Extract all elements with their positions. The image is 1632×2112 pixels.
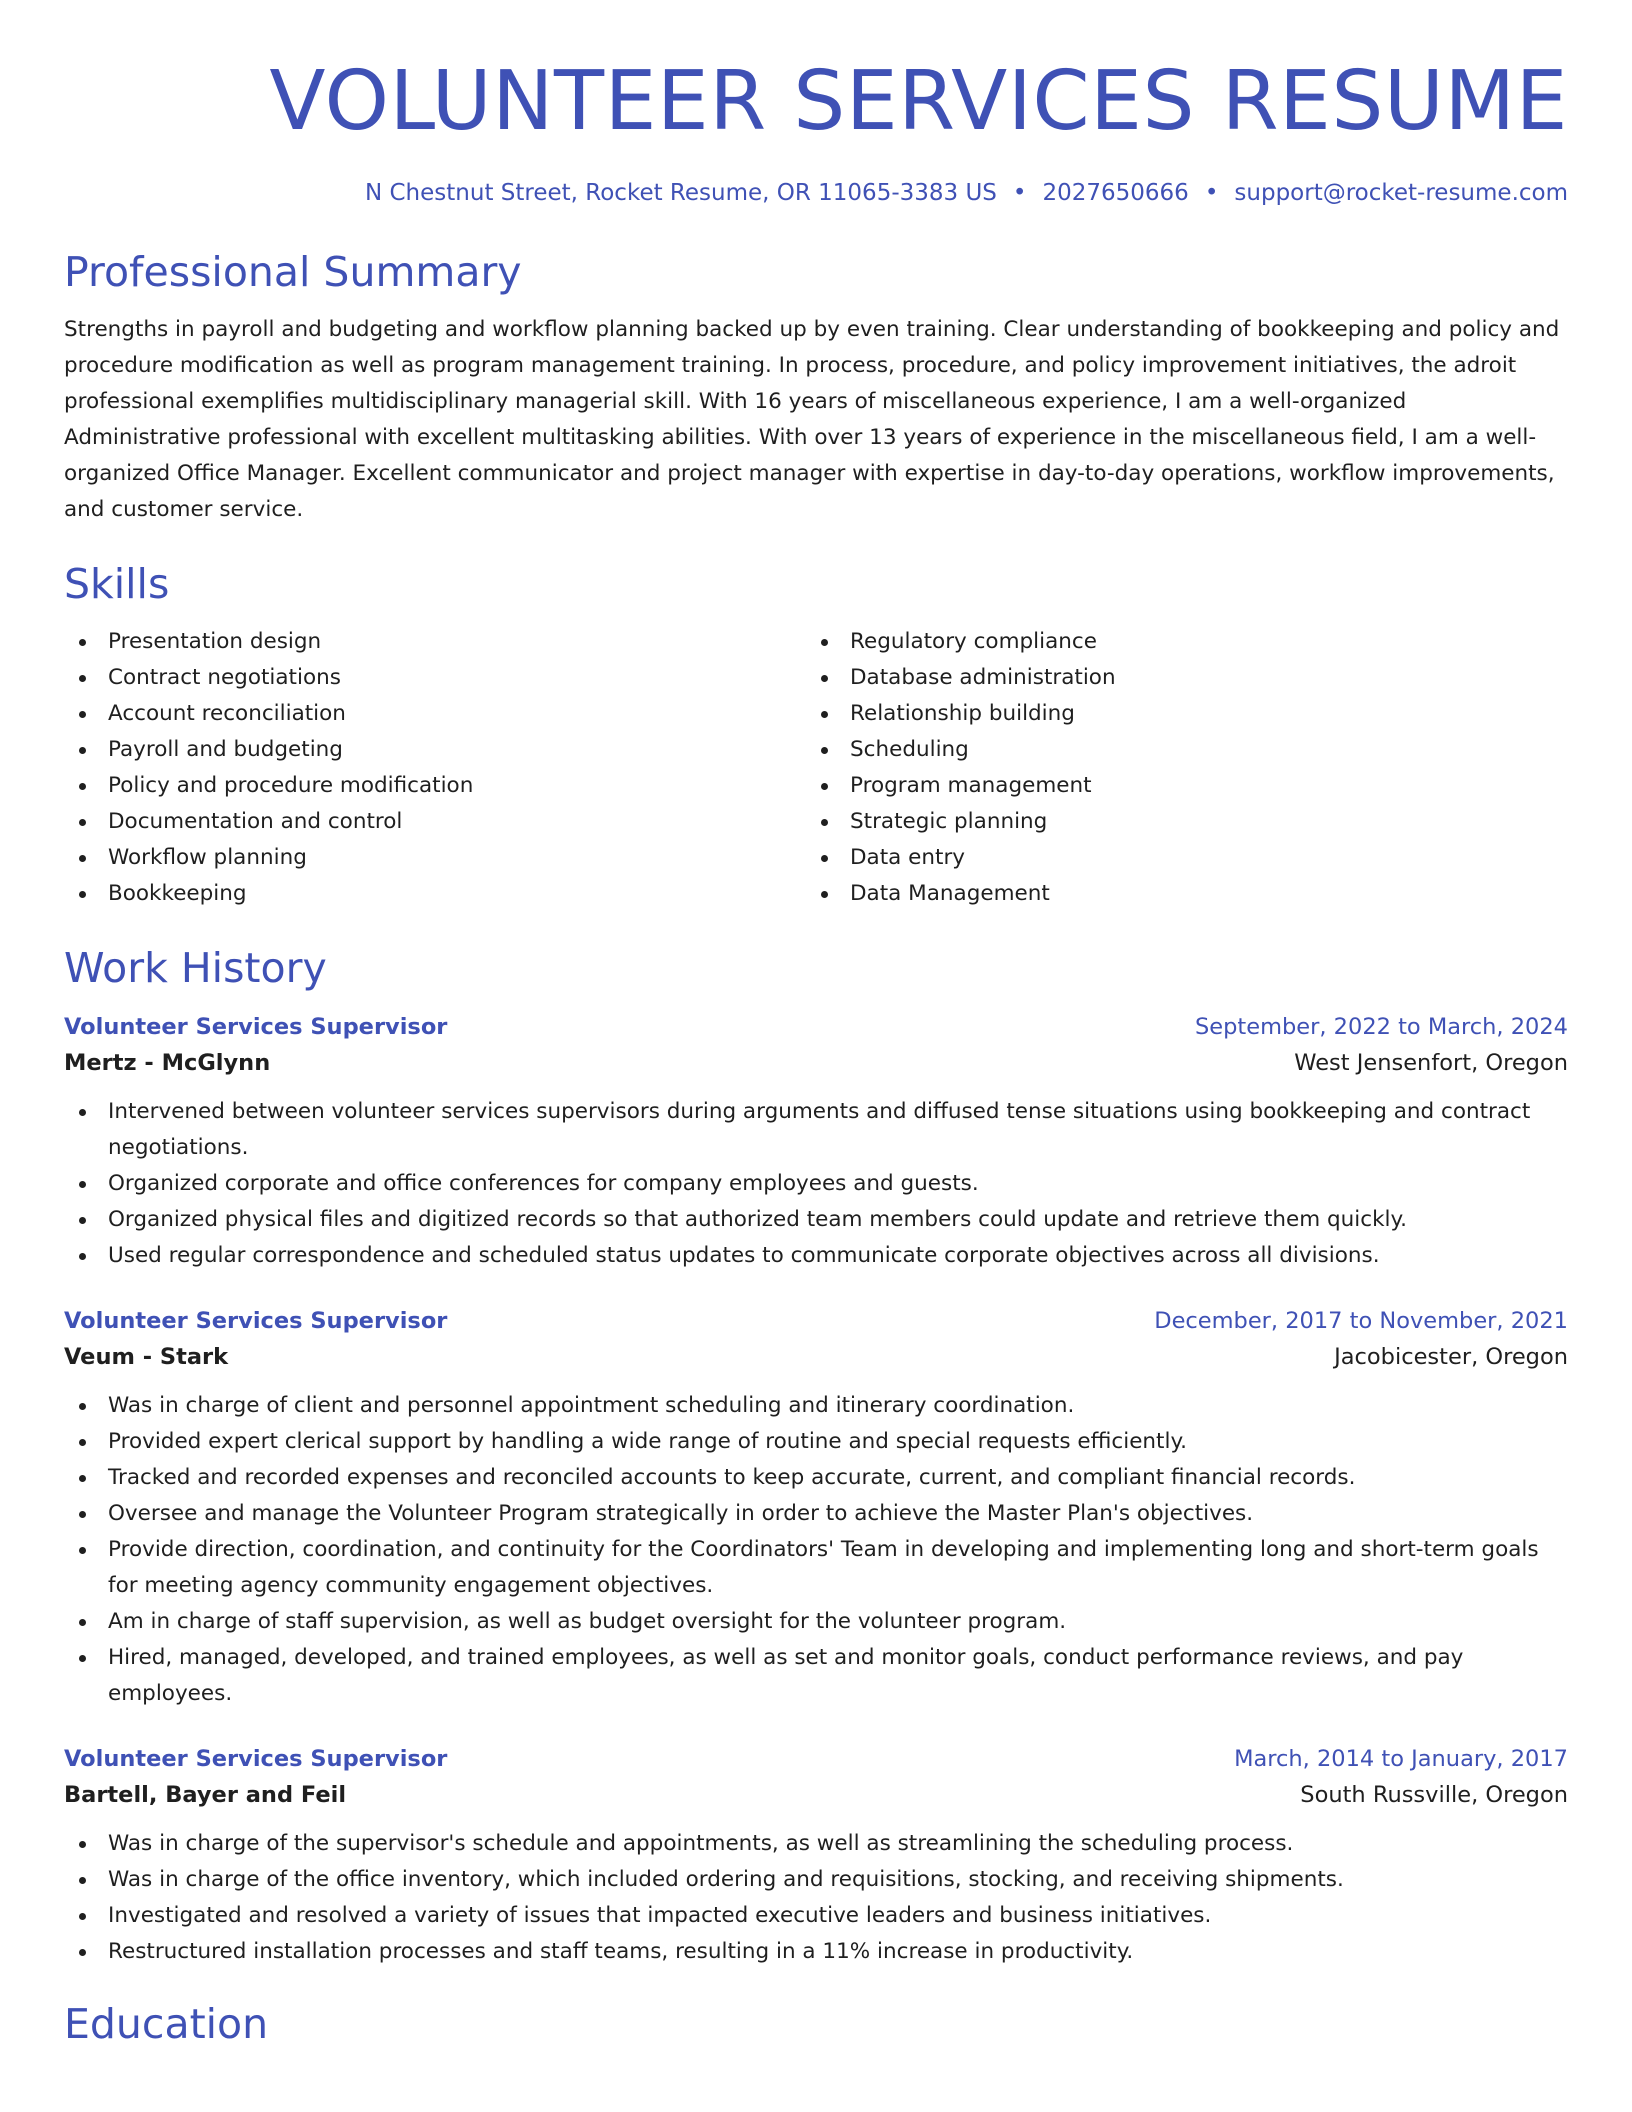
job-bullet: Was in charge of the office inventory, which included ordering and requisitions, stocking, and receiving shipments. [64,1862,1568,1898]
job-bullet: Provided expert clerical support by handling a wide range of routine and special requests efficiently. [64,1424,1568,1460]
skill-item: Documentation and control [64,804,806,840]
job-bullet: Tracked and recorded expenses and reconciled accounts to keep accurate, current, and compliant financial records. [64,1460,1568,1496]
skill-item: Database administration [806,660,1548,696]
skills-column-left [64,624,806,912]
job-bullet: Investigated and resolved a variety of issues that impacted executive leaders and business initiatives. [64,1898,1568,1934]
job-bullet: Used regular correspondence and scheduled status updates to communicate corporate objectives across all divisions. [64,1238,1568,1274]
skill-item: Strategic planning [806,804,1548,840]
job-bullet: Was in charge of the supervisor's schedule and appointments, as well as streamlining the scheduling process. [64,1826,1568,1862]
work-history-heading: Work History [64,944,327,992]
job-entry [64,1010,1568,1274]
skill-item: Workflow planning [64,840,806,876]
skill-item: Presentation design [64,624,806,660]
job-dates: September, 2022 to March, 2024 [1195,1014,1568,1040]
resume-page [64,0,1568,2050]
skill-item: Account reconciliation [64,696,806,732]
summary-text: Strengths in payroll and budgeting and workflow planning backed up by even training. Clear understanding of bookkeeping and policy and procedure modification as well as program management training. In process, procedure, and policy improvement initiatives, the adroit professional exemplifies multidisciplinary managerial skill. With 16 years of miscellaneous experience, I am a well-organized Administrative professional with excellent multitasking abilities. With over 13 years of experience in the miscellaneous field, I am a well-organized Office Manager. Excellent communicator and project manager with expertise in day-to-day operations, workflow improvements, and customer service. [64,317,1560,522]
job-bullets [64,1388,1568,1712]
job-entry [64,1304,1568,1712]
job-bullets [64,1826,1568,1970]
job-bullet: Restructured installation processes and staff teams, resulting in a 11% increase in productivity. [64,1934,1568,1970]
skills-column-right [806,624,1548,912]
job-title: Volunteer Services Supervisor [64,1014,448,1040]
contact-address: N Chestnut Street, Rocket Resume, OR 11065-3383 US [364,180,997,206]
job-bullets [64,1094,1568,1274]
contact-email[interactable]: support@rocket-resume.com [1234,180,1568,206]
contact-separator: • [1204,180,1219,206]
skills-list [64,624,1568,912]
job-bullet: Intervened between volunteer services supervisors during arguments and diffused tense situations using bookkeeping and contract negotiations. [64,1094,1568,1166]
skill-item: Program management [806,768,1548,804]
job-bullet: Am in charge of staff supervision, as well as budget oversight for the volunteer program. [64,1604,1568,1640]
skill-item: Scheduling [806,732,1548,768]
job-bullet: Hired, managed, developed, and trained employees, as well as set and monitor goals, conduct performance reviews, and pay employees. [64,1640,1568,1712]
skill-item: Regulatory compliance [806,624,1548,660]
contact-separator: • [1012,180,1027,206]
job-bullet: Organized physical files and digitized records so that authorized team members could update and retrieve them quickly. [64,1202,1568,1238]
summary-heading: Professional Summary [64,248,522,296]
job-bullet: Provide direction, coordination, and continuity for the Coordinators' Team in developing and implementing long and short-term goals for meeting agency community engagement objectives. [64,1532,1568,1604]
skills-heading: Skills [64,560,170,608]
job-entry [64,1742,1568,1970]
skill-item: Data entry [806,840,1548,876]
skill-item: Contract negotiations [64,660,806,696]
job-company: Mertz - McGlynn [64,1050,271,1076]
job-location: Jacobicester, Oregon [1334,1344,1568,1370]
job-dates: December, 2017 to November, 2021 [1154,1308,1568,1334]
job-dates: March, 2014 to January, 2017 [1234,1746,1568,1772]
skill-item: Bookkeeping [64,876,806,912]
job-title: Volunteer Services Supervisor [64,1746,448,1772]
job-title: Volunteer Services Supervisor [64,1308,448,1334]
education-heading: Education [64,2000,269,2048]
skill-item: Policy and procedure modification [64,768,806,804]
job-company: Veum - Stark [64,1344,229,1370]
job-location: West Jensenfort, Oregon [1294,1050,1568,1076]
skill-item: Payroll and budgeting [64,732,806,768]
job-bullet: Was in charge of client and personnel appointment scheduling and itinerary coordination. [64,1388,1568,1424]
skill-item: Relationship building [806,696,1548,732]
job-bullet: Oversee and manage the Volunteer Program strategically in order to achieve the Master Plan's objectives. [64,1496,1568,1532]
resume-name: VOLUNTEER SERVICES RESUME [269,54,1568,149]
job-location: South Russville, Oregon [1300,1782,1568,1808]
job-bullet: Organized corporate and office conferences for company employees and guests. [64,1166,1568,1202]
contact-phone: 2027650666 [1042,180,1189,206]
contact-line [64,178,1568,208]
skill-item: Data Management [806,876,1548,912]
job-company: Bartell, Bayer and Feil [64,1782,347,1808]
